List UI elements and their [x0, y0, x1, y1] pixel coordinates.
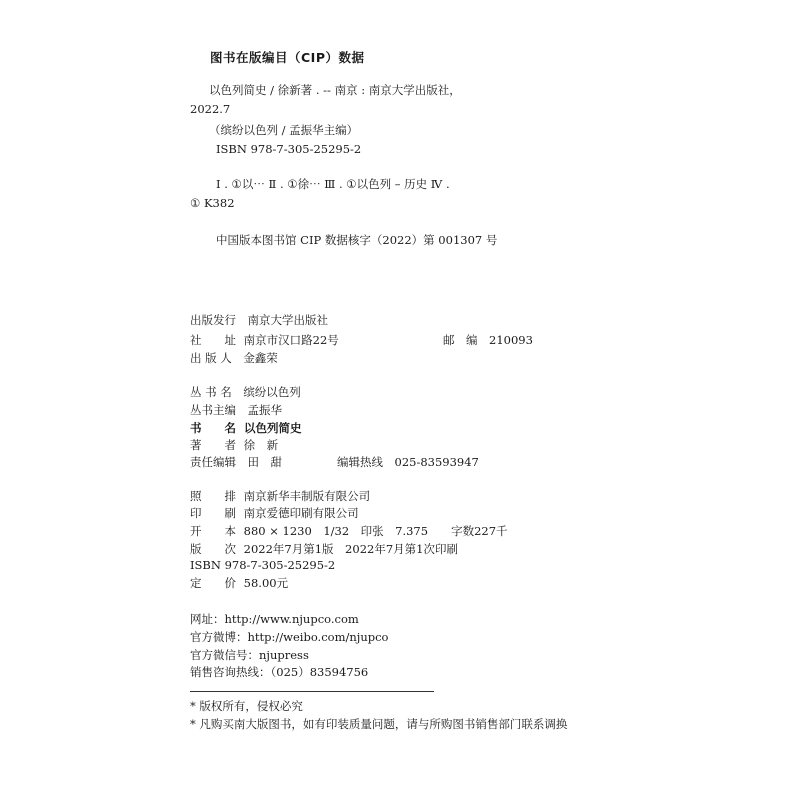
cip-line-7: 中国版本图书馆 CIP 数据核字（2022）第 001307 号 [216, 233, 498, 247]
series-editor-row [190, 402, 282, 418]
cip-line-5: Ⅰ . ①以⋯ Ⅱ . ①徐⋯ Ⅲ . ①以色列 – 历史 Ⅳ . [216, 177, 450, 191]
postcode-label: 邮 编 [443, 333, 478, 347]
print-value: 南京爱德印刷有限公司 [243, 506, 359, 520]
price-label: 定 价 [190, 576, 236, 590]
author-value: 徐 新 [243, 438, 279, 452]
series-row [190, 384, 301, 400]
typeset-value: 南京新华丰制版有限公司 [243, 489, 371, 503]
postcode-value: 210093 [489, 333, 533, 347]
cip-line-2: 2022.7 [190, 102, 231, 116]
cip-title: 图书在版编目（CIP）数据 [210, 50, 365, 65]
series-editor-value: 孟振华 [247, 403, 282, 417]
price-value: 58.00元 [243, 576, 289, 590]
sales-hotline-line: 销售咨询热线：（025）83594756 [190, 665, 369, 679]
publish-row [190, 312, 328, 328]
edition-value: 2022年7月第1版 2022年7月第1次印刷 [243, 542, 458, 556]
cip-line-3: （缤纷以色列 / 孟振华主编） [209, 123, 359, 137]
editor-label: 责任编辑 [190, 455, 236, 469]
hotline-label: 编辑热线 [337, 455, 383, 469]
cip-line-4: ISBN 978-7-305-25295-2 [216, 142, 362, 156]
address-row [190, 332, 339, 348]
editor-value: 田 甜 [247, 455, 282, 469]
publish-value: 南京大学出版社 [247, 313, 328, 327]
print-label: 印 刷 [190, 506, 236, 520]
postcode-row [443, 332, 533, 348]
format-value: 880 × 1230 1/32 印张 7.375 字数227千 [243, 524, 508, 538]
publisher-person-row [190, 350, 278, 366]
address-label: 社 址 [190, 333, 236, 347]
hotline-row [337, 454, 479, 470]
series-editor-label: 丛书主编 [190, 403, 236, 417]
notes-divider [190, 691, 434, 692]
typeset-label: 照 排 [190, 489, 236, 503]
edition-row [190, 541, 458, 557]
weibo-line: 官方微博：http://weibo.com/njupco [190, 630, 389, 644]
format-row [190, 523, 508, 539]
address-value: 南京市汉口路22号 [243, 333, 339, 347]
hotline-value: 025-83593947 [394, 455, 479, 469]
typeset-row [190, 488, 370, 504]
title-value: 以色列简史 [244, 421, 302, 435]
cip-line-6: ① K382 [190, 196, 235, 210]
website-line: 网址：http://www.njupco.com [190, 612, 359, 626]
copyright-note: * 版权所有，侵权必究 [190, 699, 303, 713]
cip-line-1: 以色列简史 / 徐新著 . -- 南京 : 南京大学出版社， [209, 83, 461, 97]
editor-row [190, 454, 282, 470]
wechat-line: 官方微信号：njupress [190, 648, 309, 662]
publisher-person-label: 出 版 人 [190, 351, 232, 365]
print-row [190, 505, 359, 521]
series-label: 丛 书 名 [190, 385, 232, 399]
author-label: 著 者 [190, 438, 236, 452]
title-label: 书 名 [190, 421, 236, 435]
format-label: 开 本 [190, 524, 236, 538]
edition-label: 版 次 [190, 542, 236, 556]
publisher-person-value: 金鑫荣 [243, 351, 278, 365]
author-row [190, 437, 278, 453]
series-value: 缤纷以色列 [243, 385, 301, 399]
price-row [190, 575, 288, 591]
title-row [190, 420, 302, 436]
isbn-row: ISBN 978-7-305-25295-2 [190, 558, 336, 572]
exchange-note: * 凡购买南大版图书，如有印装质量问题，请与所购图书销售部门联系调换 [190, 717, 568, 731]
publish-label: 出版发行 [190, 313, 236, 327]
